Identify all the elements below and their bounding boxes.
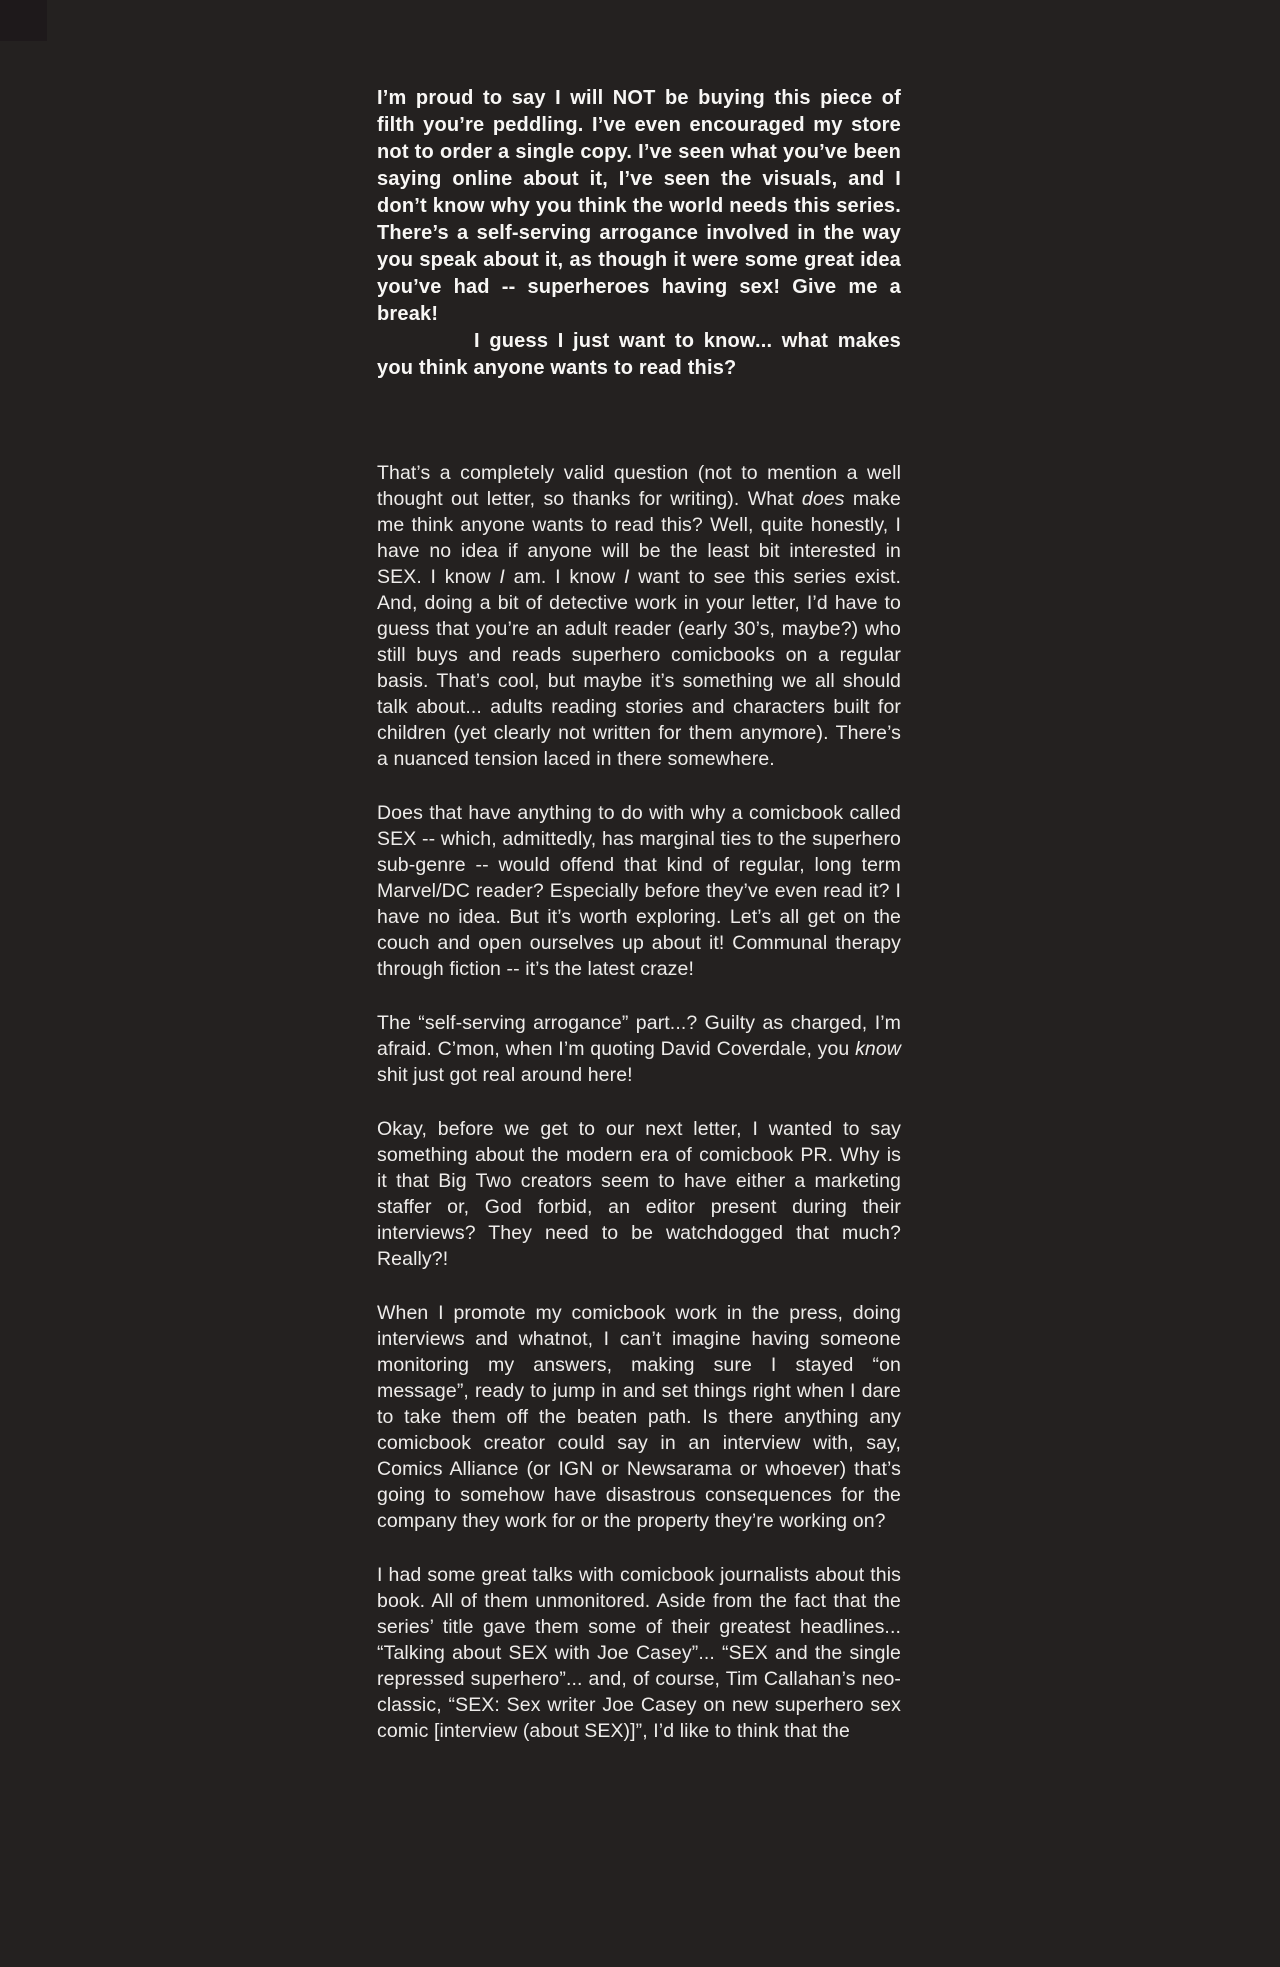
editor-response-paragraph [377,1562,901,1744]
letters-column [377,0,901,1744]
text-segment: That’s a completely valid question (not to mention a well thought out letter, so thanks for writing). What [377,462,901,510]
text-segment: make me think anyone wants to read this? Well, quite honestly, I have no idea if anyone will be the least bit interested in SEX. I know [377,488,901,588]
text-segment: want to see this series exist. And, doing a bit of detective work in your letter, I’d have to guess that you’re an adult reader (early 30’s, maybe?) who still buys and reads superhero comicbooks on a regular basis. That’s cool, but maybe it’s something we all should talk about... adults reading stories and characters built for children (yet clearly not written for them anymore). There’s a nuanced tension laced in there somewhere. [377,566,901,770]
reader-letter-block [377,85,901,382]
emphasized-text: does [801,488,845,510]
reader-letter-paragraph [377,328,901,382]
editor-response-paragraph [377,1300,901,1534]
editor-response-paragraph [377,1116,901,1272]
text-segment: I’m proud to say I will NOT be buying this piece of filth you’re peddling. I’ve even encouraged my store not to order a single copy. I’ve seen what you’ve been saying online about it, I’ve seen the visuals, and I don’t know why you think the world needs this series. There’s a self-serving arrogance involved in the way you speak about it, as though it were some great idea you’ve had -- superheroes having sex! Give me a break! [377,87,901,325]
emphasized-text: I [623,566,630,588]
editor-response-paragraph [377,460,901,772]
text-segment: I guess I just want to know... what makes you think anyone wants to read this? [377,330,901,379]
text-segment: Okay, before we get to our next letter, I wanted to say something about the modern era of comicbook PR. Why is it that Big Two creators seem to have either a marketing staffer or, God forbid, an editor present during their interviews? They need to be watchdogged that much? Really?! [377,1118,901,1270]
reader-letter-paragraph [377,85,901,328]
text-segment: The “self-serving arrogance” part...? Guilty as charged, I’m afraid. C’mon, when I’m quoting David Coverdale, you [377,1012,901,1060]
editor-response-block [377,460,901,1744]
emphasized-text: I [499,566,505,588]
text-segment: Does that have anything to do with why a comicbook called SEX -- which, admittedly, has marginal ties to the superhero sub-genre -- would offend that kind of regular, long term Marvel/DC reader? Especially before they’ve even read it? I have no idea. But it’s worth exploring. Let’s all get on the couch and open ourselves up about it! Communal therapy through fiction -- it’s the latest craze! [377,802,901,980]
editor-response-paragraph [377,800,901,982]
text-segment: When I promote my comicbook work in the press, doing interviews and whatnot, I can’t imagine having someone monitoring my answers, making sure I stayed “on message”, ready to jump in and set things right when I dare to take them off the beaten path. Is there anything any comicbook creator could say in an interview with, say, Comics Alliance (or IGN or Newsarama or whoever) that’s going to somehow have disastrous consequences for the company they work for or the property they’re working on? [377,1302,901,1532]
emphasized-text: know [855,1038,901,1060]
print-corner-artifact [0,0,47,41]
text-segment: am. I know [504,566,624,588]
text-segment: shit just got real around here! [377,1064,633,1086]
text-segment: I had some great talks with comicbook journalists about this book. All of them unmonitored. Aside from the fact that the series’ title gave them some of their greatest headlines... “Talking about SEX with Joe Casey”... “SEX and the single repressed superhero”... and, of course, Tim Callahan’s neo-classic, “SEX: Sex writer Joe Casey on new superhero sex comic [interview (about SEX)]”, I’d like to think that the [377,1564,901,1742]
editor-response-paragraph [377,1010,901,1088]
